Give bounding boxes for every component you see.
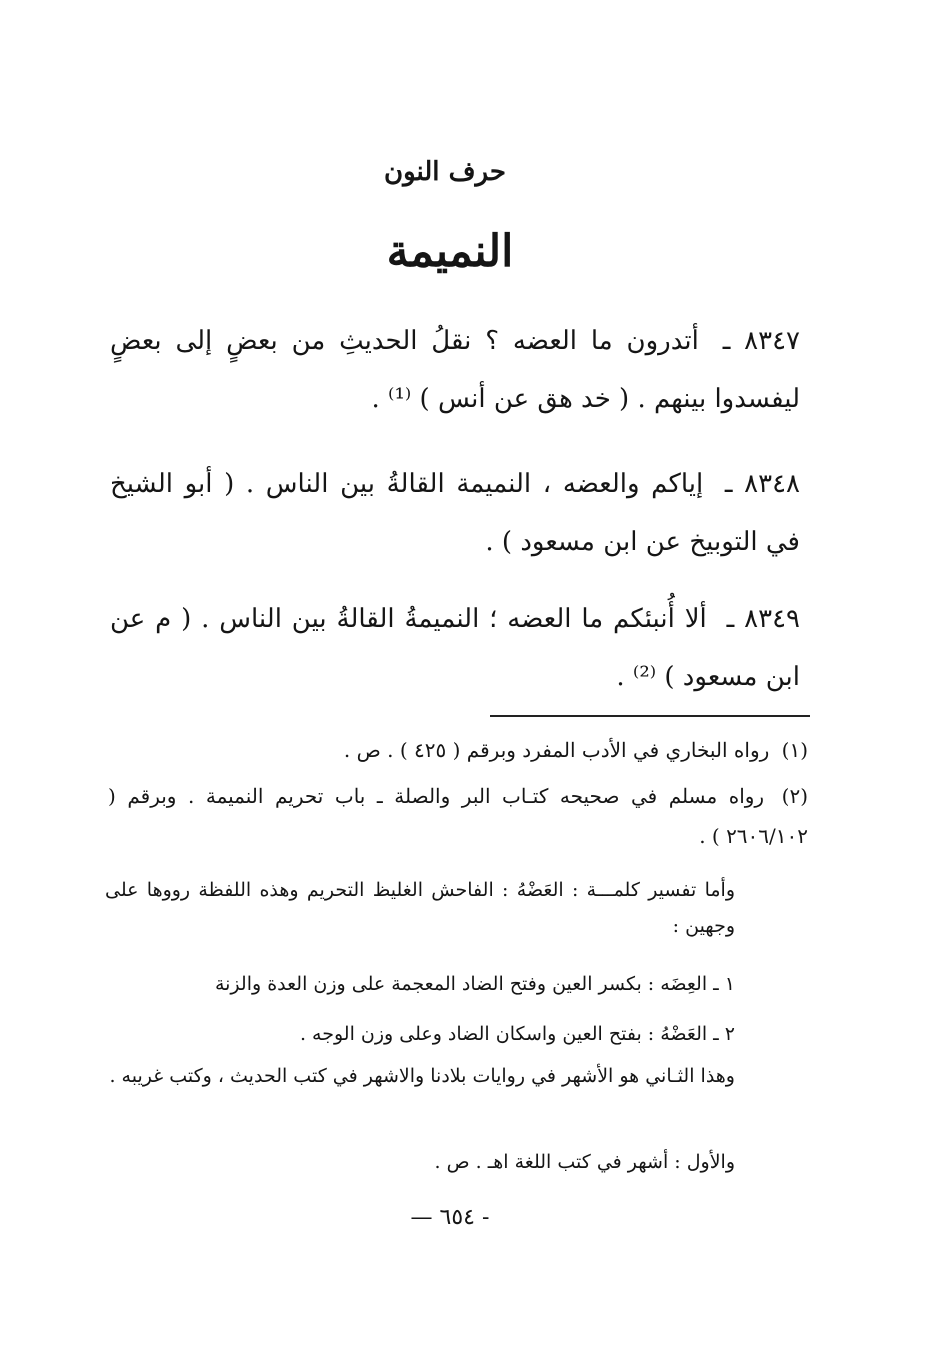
commentary-paragraph: وأما تفسير كلمـــة : العَضْهُ : الفاحش الغليظ التحريم وهذه اللفظة رووها على وجهين : <box>105 879 735 937</box>
footnote-divider <box>490 715 810 717</box>
commentary-paragraph: والأول : أشهر في كتب اللغة اهـ . ص . <box>434 1151 735 1173</box>
footnote-marker: (٢) <box>781 784 808 808</box>
chapter-heading: حرف النون <box>384 157 506 187</box>
hadith-entry <box>110 590 800 706</box>
entry-text: ألا أُنبئكم ما العضه ؛ النميمةُ القالةُ بين الناس . ( م عن ابن مسعود ) ⁽²⁾ . <box>110 604 800 692</box>
section-title: النميمة <box>386 226 514 277</box>
hadith-entry <box>110 455 800 571</box>
footnote <box>108 776 808 856</box>
entry-number: ٨٣٤٨ ـ <box>724 469 801 499</box>
footnote-text: رواه مسلم في صحيحه كتـاب البر والصلة ـ باب تحريم النميمة . وبرقم ( ٢٦٠٦/١٠٢ ) . <box>108 784 808 848</box>
footnote-text: رواه البخاري في الأدب المفرد وبرقم ( ٤٢٥ ) . ص . <box>343 738 770 762</box>
page-number: — ٦٥٤ - <box>410 1205 490 1230</box>
entry-text: أتدرون ما العضه ؟ نقلُ الحديثِ من بعضٍ إلى بعضٍ ليفسدوا بينهم . ( خد هق عن أنس ) ⁽¹⁾ . <box>110 326 800 414</box>
commentary-paragraph: ٢ ـ العَضْهُ : بفتح العين واسكان الضاد وعلى وزن الوجه . <box>299 1023 735 1045</box>
hadith-entry <box>110 312 800 428</box>
footnote-marker: (١) <box>781 738 808 762</box>
commentary-paragraph: ١ ـ العِضَه : بكسر العين وفتح الضاد المعجمة على وزن العدة والزنة <box>214 973 735 995</box>
entry-number: ٨٣٤٩ ـ <box>726 604 800 634</box>
entry-number: ٨٣٤٧ ـ <box>722 326 800 356</box>
entry-text: إياكم والعضه ، النميمة القالةُ بين الناس . ( أبو الشيخ في التوبيخ عن ابن مسعود ) . <box>110 469 800 557</box>
footnote <box>108 730 808 770</box>
commentary-paragraph: وهذا الثـاني هو الأشهر في روايات بلادنا والاشهر في كتب الحديث ، وكتب غريبه . <box>109 1065 735 1087</box>
